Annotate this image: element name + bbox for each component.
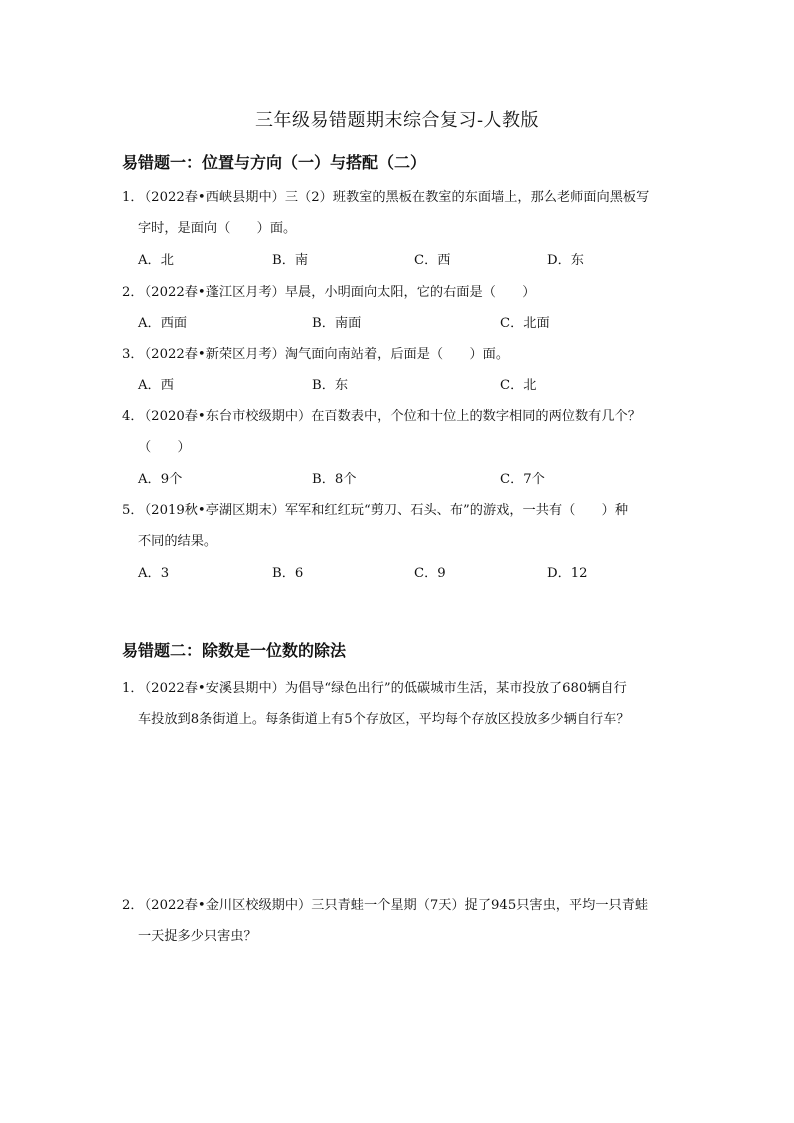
question-2-1-continued: 车投放到8条街道上。每条街道上有5个存放区，平均每个存放区投放多少辆自行车？ [138, 712, 630, 727]
question-2-2 [122, 894, 648, 913]
option-c: C．北 [500, 378, 537, 393]
question-number: 5． [122, 503, 144, 518]
option-b: B．南面 [312, 316, 362, 331]
option-d: D．东 [547, 253, 584, 268]
option-c: C．西 [414, 253, 451, 268]
question-text: （2022春•西峡县期中）三（2）班教室的黑板在教室的东面墙上，那么老师面向黑板写 [138, 190, 650, 205]
section-heading-2: 易错题二：除数是一位数的除法 [122, 641, 347, 660]
option-b: B．南 [272, 253, 309, 268]
question-1-1-continued: 字时，是面向（ ）面。 [138, 221, 297, 236]
option-a: A．北 [138, 253, 174, 268]
question-text: （2022春•安溪县期中）为倡导“绿色出行”的低碳城市生活，某市投放了680辆自行 [138, 681, 627, 696]
option-c: C．7个 [500, 472, 545, 487]
option-d: D．12 [547, 566, 588, 581]
option-c: C．北面 [500, 316, 550, 331]
question-2-2-continued: 一天捉多少只害虫？ [138, 929, 257, 944]
question-number: 4． [122, 409, 144, 424]
option-a: A．9个 [138, 472, 183, 487]
question-text: （2022春•蓬江区月考）早晨，小明面向太阳，它的右面是（ ） [138, 285, 536, 300]
question-1-5 [122, 499, 628, 518]
question-text: （2019秋•亭湖区期末）军军和红红玩“剪刀、石头、布”的游戏，一共有（ ）种 [138, 503, 629, 518]
question-1-4 [122, 405, 641, 424]
question-1-5-continued: 不同的结果。 [138, 534, 218, 549]
question-2-1 [122, 677, 627, 696]
question-number: 1． [122, 681, 144, 696]
question-1-4-continued: （ ） [138, 440, 191, 455]
option-b: B．6 [272, 566, 304, 581]
question-number: 2． [122, 898, 144, 913]
option-b: B．8个 [312, 472, 357, 487]
option-a: A．西面 [138, 316, 188, 331]
question-number: 3． [122, 347, 144, 362]
option-c: C．9 [414, 566, 446, 581]
question-text: （2022春•新荣区月考）淘气面向南站着，后面是（ ）面。 [138, 347, 510, 362]
question-1-3 [122, 343, 509, 362]
option-a: A．西 [138, 378, 174, 393]
question-text: （2022春•金川区校级期中）三只青蛙一个星期（7天）捉了945只害虫，平均一只青蛙 [138, 898, 649, 913]
option-a: A．3 [138, 566, 170, 581]
question-number: 2． [122, 285, 144, 300]
question-1-2 [122, 281, 535, 300]
question-number: 1． [122, 190, 144, 205]
question-1-1 [122, 186, 649, 205]
option-b: B．东 [312, 378, 349, 393]
page-title: 三年级易错题期末综合复习-人教版 [254, 110, 540, 131]
section-heading-1: 易错题一：位置与方向（一）与搭配（二） [122, 153, 427, 172]
question-text: （2020春•东台市校级期中）在百数表中，个位和十位上的数字相同的两位数有几个？ [138, 409, 641, 424]
